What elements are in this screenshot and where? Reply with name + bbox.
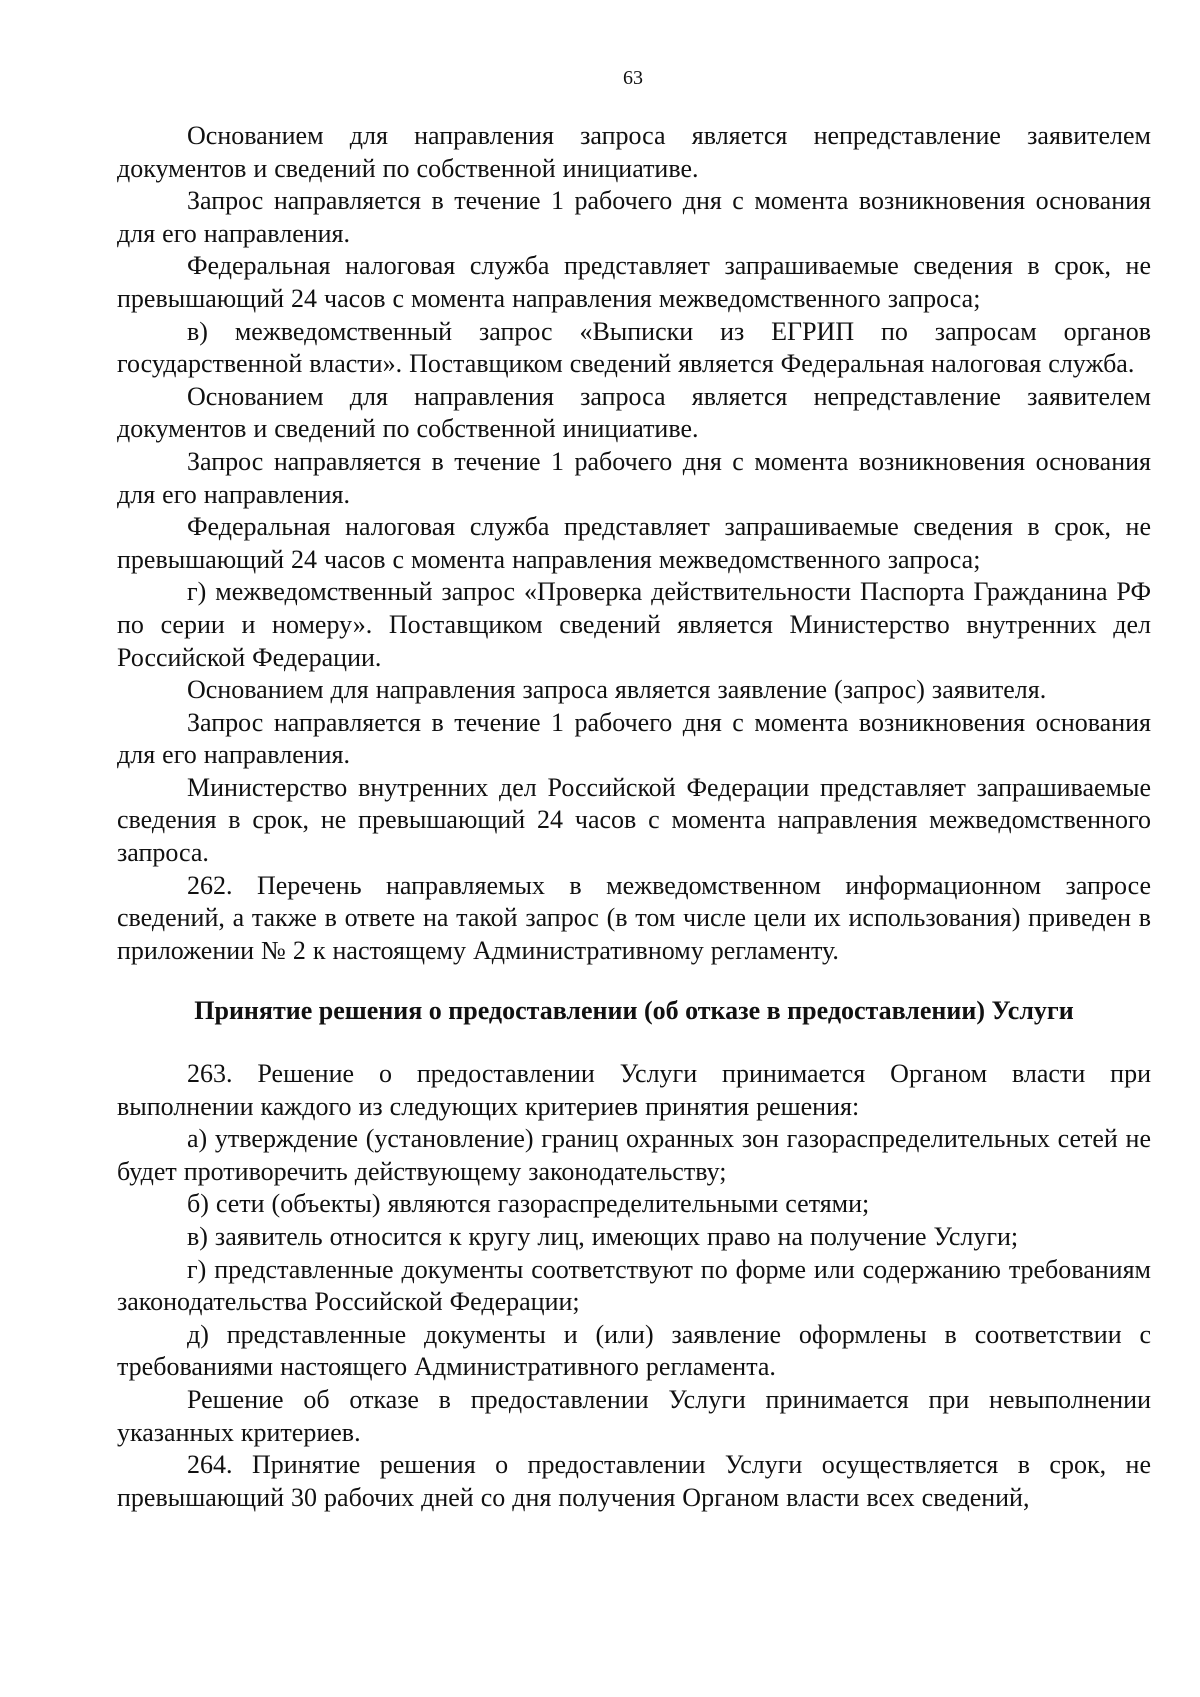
page-number: 63 — [623, 67, 643, 89]
paragraph: Решение об отказе в предоставлении Услуги принимается при невыполнении указанных критериев. — [117, 1384, 1151, 1447]
paragraph: Основанием для направления запроса является непредставление заявителем документов и сведений по собственной инициативе. — [117, 121, 1151, 183]
paragraph: Основанием для направления запроса является заявление (запрос) заявителя. — [187, 675, 1047, 705]
paragraph: г) представленные документы соответствуют по форме или содержанию требованиям законодательства Российской Федерации; — [117, 1254, 1151, 1317]
paragraph: Министерство внутренних дел Российской Федерации представляет запрашиваемые сведения в срок, не превышающий 24 часов с момента направления межведомственного запроса. — [117, 772, 1151, 868]
paragraph: 264. Принятие решения о предоставлении Услуги осуществляется в срок, не превышающий 30 рабочих дней со дня получения Органом власти всех сведений, — [117, 1450, 1151, 1512]
paragraph: 263. Решение о предоставлении Услуги принимается Органом власти при выполнении каждого из следующих критериев принятия решения: — [117, 1059, 1151, 1121]
paragraph: 262. Перечень направляемых в межведомственном информационном запросе сведений, а также в ответе на такой запрос (в том числе цели их использования) приведен в приложении № 2 к настоящему Административному регламенту. — [117, 870, 1151, 965]
paragraph: Запрос направляется в течение 1 рабочего дня с момента возникновения основания для его направления. — [117, 707, 1151, 770]
section-heading: Принятие решения о предоставлении (об отказе в предоставлении) Услуги — [194, 996, 1074, 1026]
paragraph: Запрос направляется в течение 1 рабочего дня с момента возникновения основания для его направления. — [117, 186, 1151, 248]
paragraph: г) межведомственный запрос «Проверка действительности Паспорта Гражданина РФ по серии и номеру». Поставщиком сведений является Министерство внутренних дел Российской Федерации. — [117, 577, 1151, 672]
paragraph: в) межведомственный запрос «Выписки из ЕГРИП по запросам органов государственной власти». Поставщиком сведений является Федеральная налоговая служба. — [117, 316, 1151, 379]
paragraph: Федеральная налоговая служба представляет запрашиваемые сведения в срок, не превышающий 24 часов с момента направления межведомственного запроса; — [117, 512, 1151, 574]
paragraph: д) представленные документы и (или) заявление оформлены в соответствии с требованиями настоящего Административного регламента. — [117, 1319, 1151, 1382]
paragraph: Основанием для направления запроса является непредставление заявителем документов и сведений по собственной инициативе. — [117, 381, 1151, 444]
paragraph: а) утверждение (установление) границ охранных зон газораспределительных сетей не будет противоречить действующему законодательству; — [117, 1124, 1151, 1186]
document-body — [117, 120, 1151, 1514]
paragraph: Федеральная налоговая служба представляет запрашиваемые сведения в срок, не превышающий 24 часов с момента направления межведомственного запроса; — [117, 251, 1151, 313]
paragraph: в) заявитель относится к кругу лиц, имеющих право на получение Услуги; — [187, 1222, 1019, 1251]
paragraph: Запрос направляется в течение 1 рабочего дня с момента возникновения основания для его направления. — [117, 446, 1151, 509]
paragraph: б) сети (объекты) являются газораспределительными сетями; — [187, 1189, 870, 1219]
